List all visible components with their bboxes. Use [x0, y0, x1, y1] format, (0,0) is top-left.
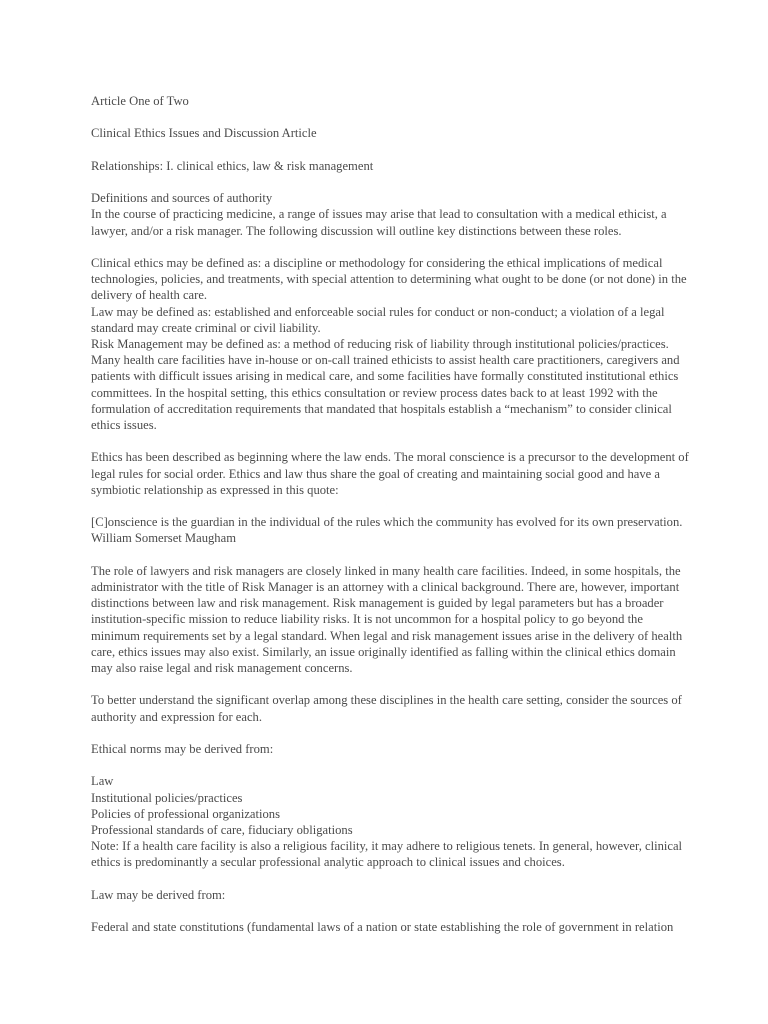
intro-paragraph: In the course of practicing medicine, a range of issues may arise that lead to consultation with a medical ethicist, a lawyer, and/or a risk manager. The following discussion will outline key distinctions between these roles. — [91, 207, 667, 238]
document-body — [91, 93, 691, 952]
article-subtitle: Clinical Ethics Issues and Discussion Article — [91, 126, 317, 141]
maugham-quote: [C]onscience is the guardian in the individual of the rules which the community has evolved for its own preservation. William Somerset Maugham — [91, 515, 683, 546]
list-item: Policies of professional organizations — [91, 806, 280, 821]
law-definition: Law may be defined as: established and enforceable social rules for conduct or non-conduct; a violation of a legal standard may create criminal or civil liability. — [91, 304, 665, 335]
list-item: Professional standards of care, fiduciary obligations — [91, 822, 353, 837]
lawyers-risk-managers-paragraph: The role of lawyers and risk managers are closely linked in many health care facilities. Indeed, in some hospitals, the administrator with the title of Risk Manager is an attorney with a clinical background. There are, however, important distinctions between law and risk management. Risk management is guided by legal parameters but has a broader institution-specific mission to reduce liability risks. It is not uncommon for a hospital policy to go beyond the minimum requirements set by a legal standard. When legal and risk management issues arise in the delivery of health care, ethics issues may also exist. Similarly, an issue originally identified as falling within the clinical ethics domain may also raise legal and risk management concerns. — [91, 563, 683, 675]
article-title: Article One of Two — [91, 94, 189, 108]
list-item: Law — [91, 774, 114, 789]
risk-management-definition: Risk Management may be defined as: a method of reducing risk of liability through institutional policies/practices. Many health care facilities have in-house or on-call trained ethicists to assist health care practitioners, caregivers and patients with difficult issues arising in medical care, and some facilities have formally constituted institutional ethics committees. In the hospital setting, this ethics consultation or review process dates back to at least 1992 with the formulation of accreditation requirements that mandated that hospitals establish a “mechanism” to consider clinical ethics issues. — [91, 336, 680, 432]
section-heading: Relationships: I. clinical ethics, law & risk management — [91, 158, 374, 173]
list-item: Institutional policies/practices — [91, 790, 243, 805]
overlap-paragraph: To better understand the significant overlap among these disciplines in the health care setting, consider the sources of authority and expression for each. — [91, 693, 682, 724]
ethics-law-paragraph: Ethics has been described as beginning where the law ends. The moral conscience is a precursor to the development of legal rules for social order. Ethics and law thus share the goal of creating and maintaining social good and have a symbiotic relationship as expressed in this quote: — [91, 450, 689, 497]
ethical-norms-list — [91, 773, 691, 870]
religious-facility-note: Note: If a health care facility is also a religious facility, it may adhere to religious tenets. In general, however, clinical ethics is predominantly a secular professional analytic approach to clinical issues and choices. — [91, 839, 683, 870]
definitions-heading: Definitions and sources of authority — [91, 191, 273, 206]
law-derived-first-item: Federal and state constitutions (fundamental laws of a nation or state establishing the role of government in relation — [91, 920, 674, 935]
law-derived-heading: Law may be derived from: — [91, 887, 226, 902]
clinical-ethics-definition: Clinical ethics may be defined as: a discipline or methodology for considering the ethical implications of medical technologies, policies, and treatments, with special attention to determining what ought to be done (or not done) in the delivery of health care. — [91, 255, 687, 303]
ethical-norms-heading: Ethical norms may be derived from: — [91, 741, 274, 756]
